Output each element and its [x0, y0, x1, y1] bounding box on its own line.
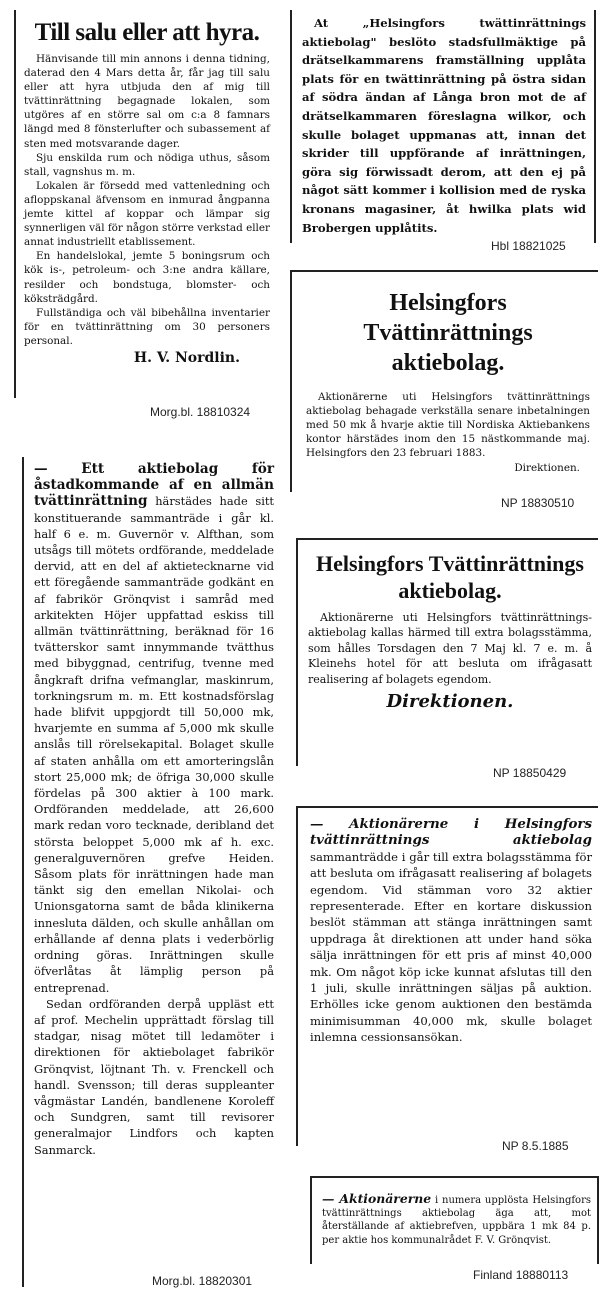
lead-heading: — Ett aktiebolag för åstadkommande af en allmän tvättinrättning: [34, 461, 274, 510]
paragraph: [34, 461, 274, 996]
clipping-finland-1888: [310, 1176, 599, 1264]
source-label: Finland 18880113: [473, 1268, 569, 1282]
source-label: NP 18850429: [493, 766, 567, 780]
source-label: Morg.bl. 18820301: [152, 1274, 253, 1288]
lead-heading: — Aktionärerne: [322, 1191, 432, 1206]
clip-body: [34, 461, 274, 1158]
clip-body: [308, 610, 592, 687]
clipping-np-1885-meeting: [296, 806, 598, 1146]
paragraph: Aktionärerne uti Helsingfors tvättinrättnings aktiebolag behagade verkställa senare inbetalningen med 50 mk å hvarje aktie till Nordiska Aktiebankens kontor härstädes inom den 15 nästkommande maj. Helsingfors den 23 februari 1883.: [306, 391, 590, 460]
clip-body: [302, 14, 586, 237]
clip-title: Till salu eller att hyra.: [34, 19, 260, 46]
paragraph: Sedan ordföranden derpå uppläst ett af prof. Mechelin upprättadt förslag till stadgar, nisag mötet till ledamöter i direktionen för aktiebolaget fabrikör Grönqvist, löjtnant Th. v. Frenckell och handl. Svensson; till deras suppleanter vågmästar Landén, bandlenene Koroleff och Sundgren, samt till revisorer generalmajor Lindfors och kapten Sanmarck.: [34, 996, 274, 1157]
lead-text: i numera upplösta Helsingfors tvättinrättnings aktiebolag äga att, mot återställande af aktiebrefven, uppbära 1 mk 84 p. per aktie hos kommunalrådet F. V. Grönqvist.: [322, 1195, 591, 1246]
clip-body: [322, 1192, 591, 1247]
source-label: NP 18830510: [501, 496, 575, 510]
source-label: NP 8.5.1885: [502, 1139, 569, 1153]
paragraph: [310, 816, 592, 1046]
paragraph: En handelslokal, jemte 5 boningsrum och kök is-, petroleum- och 3:ne andra källare, resilder och bondstuga, blomster- och köksträdgård.: [24, 250, 270, 305]
paragraph: Aktionärerne uti Helsingfors tvättinrättnings-aktiebolag kallas härmed till extra bolagsstämma, som hålles Torsdagen den 7 Maj kl. 7 e. m. å Kleinehs hotel för att besluta om ifrågasatt realisering af bolagets egendom.: [308, 611, 592, 686]
lead-heading: — Aktionärerne i Helsingfors tvättinrättnings aktiebolag: [310, 816, 592, 849]
paragraph: Lokalen är försedd med vattenledning och afloppskanal äfvensom en inmurad ångpanna jemte kittel af koppar och lämpar sig synnerligen väl för någon större verkstad eller annat industriellt etablissement.: [24, 179, 270, 249]
signature: H. V. Nordlin.: [133, 349, 240, 366]
lead-text: sammanträdde i går till extra bolagsstämma för att besluta om ifrågasatt realisering af bolagets egendom. Vid stämman voro 32 aktier representerade. Efter en kortare diskussion beslöt stämman att stänga inrättningen samt uppdraga åt direktionen att under hand söka sälja inrättningen för ett pris af minst 40,000 mk. Om något köp icke kunnat afslutas till den 1 juli, skulle inrättningen säljas på auktion. Erhölles icke genom auktionen den bestämda minimisumman 40,000 mk, skulle bolaget inlemna cessionsansökan.: [310, 849, 592, 1045]
clipping-np-1885-ad: [296, 538, 598, 766]
clipping-np-1883: [290, 270, 598, 492]
paragraph: Fullständiga och väl bibehållna inventarier för en tvättinrättning om 30 personers personal.: [24, 306, 270, 347]
clip-title: Helsingfors Tvättinrättnings aktiebolag.: [316, 551, 584, 603]
source-label: Hbl 18821025: [491, 239, 566, 253]
source-label: Morg.bl. 18810324: [150, 405, 251, 419]
clip-title: Helsingfors Tvättinrättnings aktiebolag.: [363, 290, 533, 376]
signature: Direktionen.: [514, 462, 580, 475]
clipping-aktiebolag-1882: [22, 457, 278, 1287]
clip-body: [24, 52, 270, 348]
paragraph: At „Helsingfors twättinrättnings aktiebolag" beslöto stadsfullmäktige på drätselkammarens framställning upplåta plats för en twättinrättning på östra sidan af södra ändan af Långa bron mot de af drätselkammaren föreslagna wilkor, och skulle bolaget uppmanas att, innan det skrider till uppförande af inrättningen, göra sig förwissadt derom, att den ej på något sätt kommer i kollision med de ryska kronans magasiner, åt hwilka plats wid Brobergen upplåtits.: [302, 16, 586, 235]
paragraph: Hänvisande till min annons i denna tidning, daterad den 4 Mars detta år, får jag till salu eller att hyra utbjuda den af mig till tvättinrättning begagnade lokalen, som utgöres af en större sal om c:a 8 famnars längd med 8 fönsterlufter och subassement af sten med motsvarande dager.: [24, 53, 270, 150]
clipping-hbl: [290, 10, 596, 243]
signature: Direktionen.: [386, 691, 514, 713]
clipping-till-salu: [14, 10, 276, 398]
clip-body: [310, 816, 592, 1046]
paragraph: Sju enskilda rum och nödiga uthus, såsom stall, vagnshus m. m.: [24, 151, 270, 178]
paragraph: [322, 1192, 591, 1247]
lead-text: härstädes hade sitt konstituerande sammanträde i går kl. half 6 e. m. Guvernör v. Alfthan, som utsågs till mötets ordförande, meddelade dervid, att en del af aktietecknarne vid ett föregående sammanträde godkänt en af fabrikör Grönqvist i samråd med arkitekten Höjer uppfattad eskiss till allmän tvättinrättning, beräknad för 16 tvätterskor samt innymmande tvätthus med bibyggnad, centrifug, tvenne med ångkraft drifna vefmanglar, maskinrum, torkningsrum m. m. Ett kostnadsförslag hade blifvit uppgjordt till 50,000 mk, hvarjemte en summa af 5,000 mk skulle anslås till rörelsekapital. Bolaget skulle af staten anhålla om ett amorteringslån stort 25,000 mk; de öfriga 30,000 skulle fördelas på 300 aktier à 100 mark. Ordföranden meddelade, att 26,600 mark redan voro tecknade, deribland det största beloppet 5,000 mk af h. exc. generalguvernören grefve Heiden. Såsom plats för inrättningen hade man tänkt sig den emellan Nikolai- och Unionsgatorna samt de båda klinikerna innesluta dälden, och skulle anhållan om erhållande af denna plats i vederbörlig ordning göras. Inrättningen skulle öfverlåtas åt lämplig person på entreprenad.: [34, 494, 274, 995]
clip-body: [306, 390, 590, 460]
